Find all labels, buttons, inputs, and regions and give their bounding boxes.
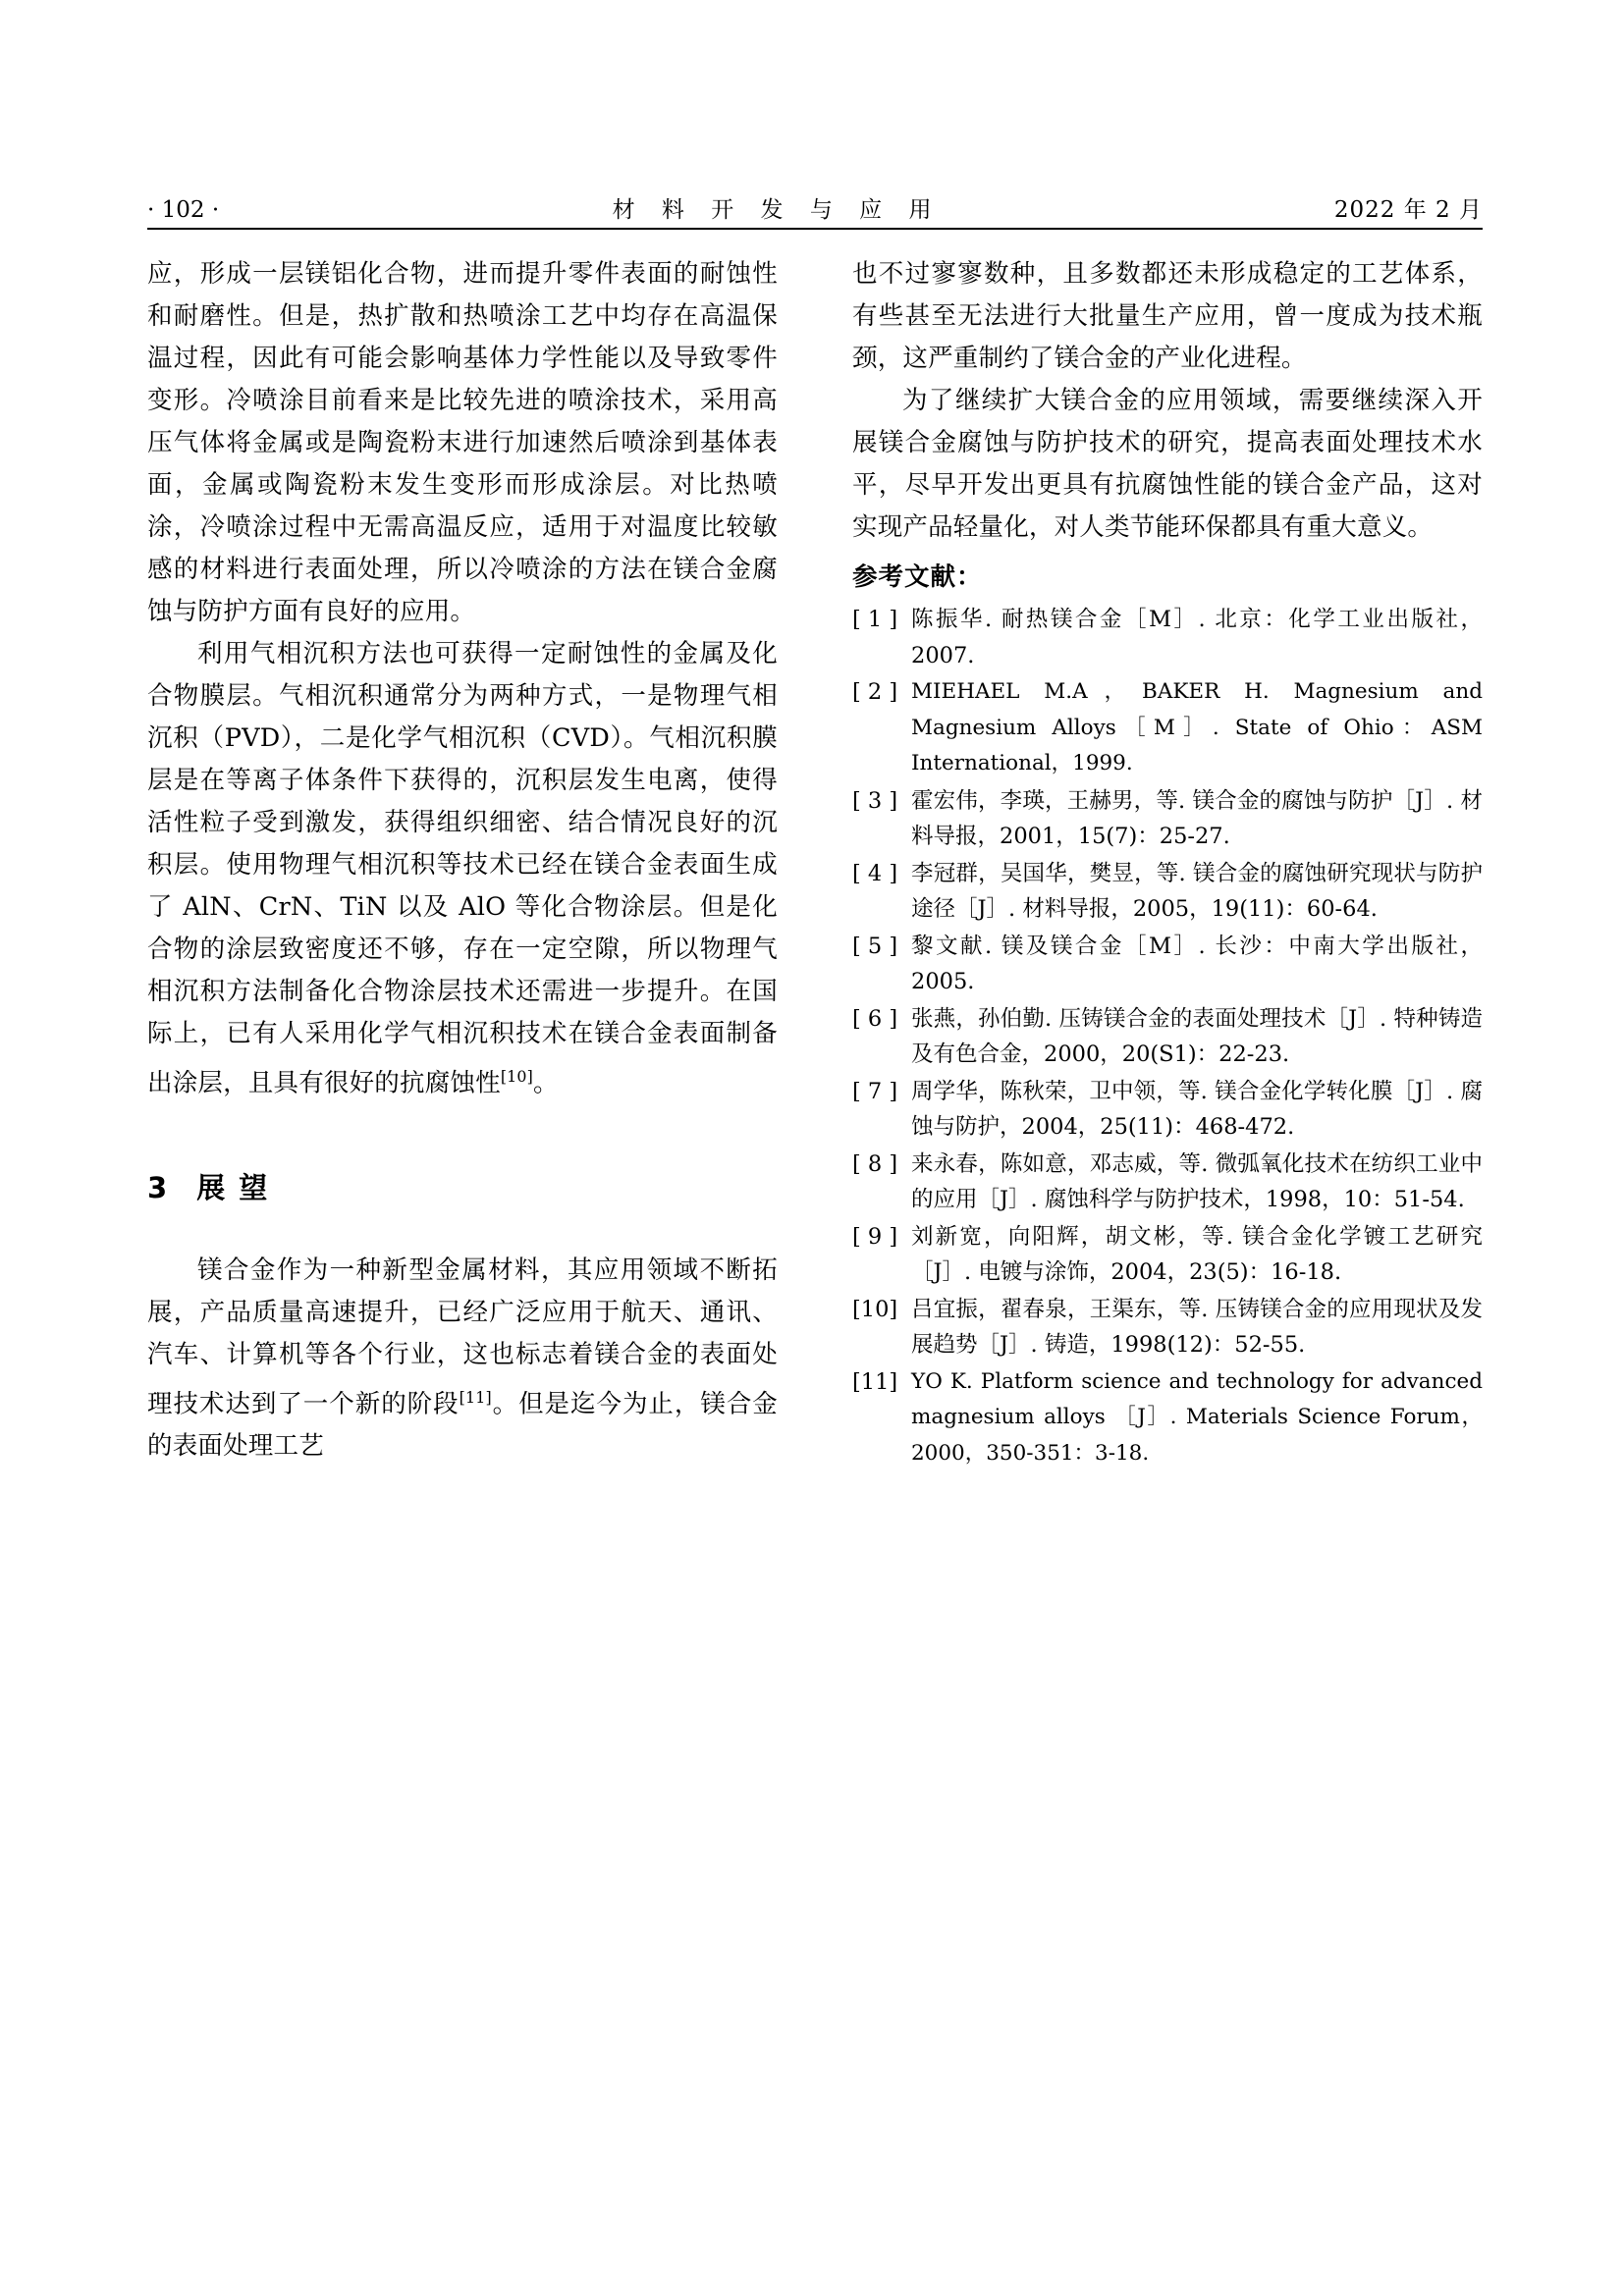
reference-tag: [ 6 ]	[852, 1005, 898, 1032]
reference-item	[852, 1292, 1483, 1363]
reference-item	[852, 602, 1483, 673]
left-column	[147, 253, 778, 1472]
citation-marker: [10]	[500, 1067, 534, 1086]
header-rule	[147, 228, 1483, 230]
right-column	[852, 253, 1483, 1472]
reference-tag: [ 1 ]	[852, 607, 898, 632]
reference-item	[852, 1147, 1483, 1218]
reference-text: 李冠群，吴国华，樊昱，等. 镁合金的腐蚀研究现状与防护途径［J］. 材料导报，2005，19(11)：60-64.	[911, 860, 1483, 922]
reference-item	[852, 1074, 1483, 1146]
reference-text: 黎文献. 镁及镁合金［M］. 长沙：中南大学出版社，2005.	[911, 933, 1483, 994]
references-heading: 参考文献：	[852, 562, 983, 592]
reference-tag: [ 3 ]	[852, 787, 898, 814]
section-heading	[147, 1166, 778, 1206]
paragraph-text: 镁合金作为一种新型金属材料，其应用领域不断拓展，产品质量高速提升，已经广泛应用于航天、通讯、汽车、计算机等各个行业，这也标志着镁合金的表面处理技术达到了一个新的阶段	[147, 1255, 778, 1418]
reference-text: 周学华，陈秋荣，卫中领，等. 镁合金化学转化膜［J］. 腐蚀与防护，2004，25(11)：468-472.	[911, 1078, 1483, 1140]
reference-item	[852, 674, 1483, 782]
journal-title: 材 料 开 发 与 应 用	[612, 197, 942, 223]
reference-item	[852, 1001, 1483, 1073]
reference-tag: [10]	[852, 1296, 898, 1322]
reference-text: 张燕，孙伯勤. 压铸镁合金的表面处理技术［J］. 特种铸造及有色合金，2000，20(S1)：22-23.	[911, 1005, 1483, 1067]
reference-text: 吕宜振，翟春泉，王渠东，等. 压铸镁合金的应用现状及发展趋势［J］. 铸造，1998(12)：52-55.	[911, 1296, 1483, 1358]
reference-tag: [ 9 ]	[852, 1223, 898, 1250]
reference-list	[852, 602, 1483, 1471]
reference-text: 来永春，陈如意，邓志威，等. 微弧氧化技术在纺织工业中的应用［J］. 腐蚀科学与防护技术，1998，10：51-54.	[911, 1150, 1483, 1212]
paragraph-tail: 。	[533, 1068, 559, 1098]
section-number: 3	[147, 1170, 170, 1204]
paragraph-text: 利用气相沉积方法也可获得一定耐蚀性的金属及化合物膜层。气相沉积通常分为两种方式，一是物理气相沉积（PVD），二是化学气相沉积（CVD）。气相沉积膜层是在等离子体条件下获得的，沉积层发生电离，使得活性粒子受到激发，获得组织细密、结合情况良好的沉积层。使用物理气相沉积等技术已经在镁合金表面生成了 AlN、CrN、TiN 以及 AlO 等化合物涂层。但是化合物的涂层致密度还不够，存在一定空隙，所以物理气相沉积方法制备化合物涂层技术还需进一步提升。在国际上，已有人采用化学气相沉积技术在镁合金表面制备出涂层，且具有很好的抗腐蚀性	[147, 639, 778, 1098]
two-column-body	[147, 253, 1483, 1472]
reference-tag: [ 7 ]	[852, 1078, 898, 1104]
paragraph	[147, 633, 778, 1105]
paragraph: 为了继续扩大镁合金的应用领域，需要继续深入开展镁合金腐蚀与防护技术的研究，提高表面处理技术水平，尽早开发出更具有抗腐蚀性能的镁合金产品，这对实现产品轻量化，对人类节能环保都具有重大意义。	[852, 386, 1483, 542]
section-title: 展 望	[196, 1170, 270, 1204]
paragraph	[147, 1250, 778, 1468]
citation-marker: [11]	[459, 1387, 492, 1407]
reference-tag: [ 4 ]	[852, 860, 898, 886]
reference-tag: [ 5 ]	[852, 933, 898, 959]
paragraph: 应，形成一层镁铝化合物，进而提升零件表面的耐蚀性和耐磨性。但是，热扩散和热喷涂工艺中均存在高温保温过程，因此有可能会影响基体力学性能以及导致零件变形。冷喷涂目前看来是比较先进的喷涂技术，采用高压气体将金属或是陶瓷粉末进行加速然后喷涂到基体表面，金属或陶瓷粉末发生变形而形成涂层。对比热喷涂，冷喷涂过程中无需高温反应，适用于对温度比较敏感的材料进行表面处理，所以冷喷涂的方法在镁合金腐蚀与防护方面有良好的应用。	[147, 259, 778, 626]
reference-item	[852, 783, 1483, 855]
reference-item	[852, 1219, 1483, 1291]
paragraph-tail: 。但是迄今为止，镁合金的表面处理工艺	[147, 1389, 779, 1461]
running-head	[147, 191, 1483, 224]
issue-date: 2022 年 2 月	[1333, 197, 1483, 223]
reference-text: 霍宏伟，李瑛，王赫男，等. 镁合金的腐蚀与防护［J］. 材料导报，2001，15(7)：25-27.	[911, 787, 1483, 849]
reference-item	[852, 1364, 1483, 1472]
paragraph: 也不过寥寥数种，且多数都还未形成稳定的工艺体系，有些甚至无法进行大批量生产应用，曾一度成为技术瓶颈，这严重制约了镁合金的产业化进程。	[852, 259, 1483, 373]
reference-text: 刘新宽，向阳辉，胡文彬，等. 镁合金化学镀工艺研究［J］. 电镀与涂饰，2004，23(5)：16-18.	[911, 1223, 1483, 1285]
reference-text: YO K. Platform science and technology for advanced magnesium alloys ［J］. Materials Science Forum，2000，350-351：3-18.	[911, 1368, 1483, 1466]
reference-tag: [ 8 ]	[852, 1150, 898, 1177]
reference-tag: [11]	[852, 1368, 898, 1395]
reference-item	[852, 929, 1483, 1000]
reference-text: MIEHAEL M.A，BAKER H. Magnesium and Magnesium Alloys［M］. State of Ohio：ASM International，1999.	[911, 679, 1483, 775]
page-number: · 102 ·	[147, 197, 220, 223]
reference-item	[852, 856, 1483, 928]
reference-tag: [ 2 ]	[852, 679, 898, 705]
reference-text: 陈振华. 耐热镁合金［M］. 北京：化学工业出版社，2007.	[911, 607, 1483, 668]
